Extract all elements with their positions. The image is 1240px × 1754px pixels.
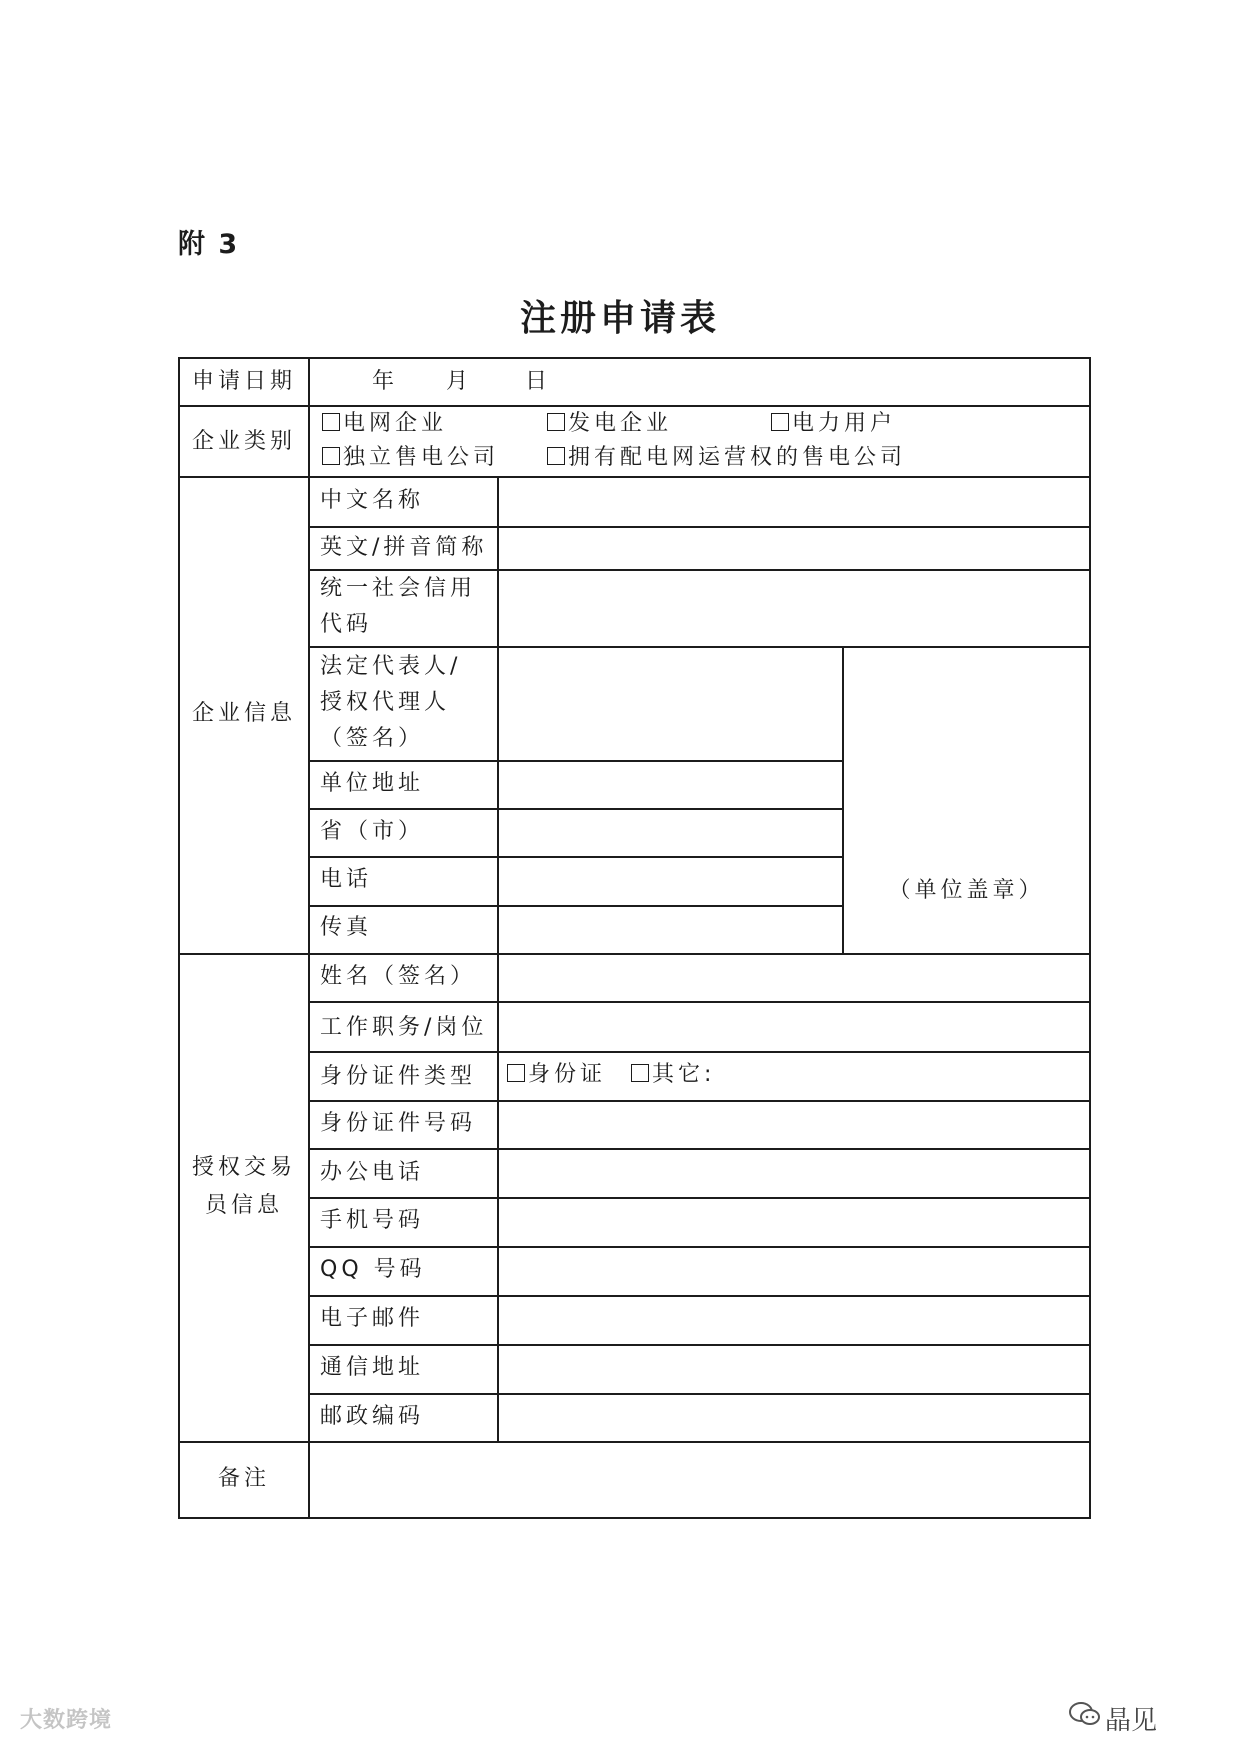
checkbox-icon [322,413,340,431]
english-abbr-label: 英文/拼音简称 [320,535,488,560]
remarks-label: 备注 [217,1466,270,1491]
checkbox-grid-company[interactable]: 电网企业 [322,406,447,442]
checkbox-icon [771,413,789,431]
office-phone-label: 办公电话 [320,1160,425,1185]
trader-position-label: 工作职务/岗位 [320,1015,488,1040]
postal-code-label: 邮政编码 [320,1404,425,1429]
mobile-label: 手机号码 [320,1208,425,1233]
date-year-label: 年 [372,369,399,394]
id-type-label: 身份证件类型 [320,1064,477,1089]
category-label: 企业类别 [191,429,296,454]
date-day-label: 日 [525,369,552,394]
checkbox-icon [547,413,565,431]
checkbox-id-other[interactable]: 其它: [631,1057,715,1093]
checkbox-power-user[interactable]: 电力用户 [771,406,896,442]
checkbox-icon [631,1064,649,1082]
province-label: 省（市） [320,819,425,844]
watermark-right: 晶见 [1105,1706,1158,1736]
date-month-label: 月 [446,369,473,394]
mail-address-label: 通信地址 [320,1355,425,1380]
qq-label: QQ 号码 [320,1257,426,1282]
legal-rep-label-line3: （签名） [320,726,425,751]
checkbox-independent-seller[interactable]: 独立售电公司 [322,440,499,476]
checkbox-power-generation[interactable]: 发电企业 [547,406,672,442]
watermark-left: 大数跨境 [20,1708,113,1733]
form-title: 注册申请表 [519,297,720,339]
address-label: 单位地址 [320,771,425,796]
checkbox-icon [507,1064,525,1082]
company-seal-label: （单位盖章） [888,878,1045,903]
date-label: 申请日期 [191,369,296,394]
trader-name-label: 姓名（签名） [320,964,477,989]
checkbox-distribution-seller[interactable]: 拥有配电网运营权的售电公司 [547,440,906,476]
email-label: 电子邮件 [320,1306,425,1331]
id-number-label: 身份证件号码 [320,1111,477,1136]
chinese-name-label: 中文名称 [320,488,425,513]
checkbox-icon [322,447,340,465]
legal-rep-label-line1: 法定代表人/ [320,654,462,679]
fax-label: 传真 [320,915,373,940]
checkbox-id-card[interactable]: 身份证 [507,1057,606,1093]
attachment-number: 附 3 [178,229,240,260]
chat-bubble-icon [1068,1700,1102,1728]
phone-label: 电话 [320,867,373,892]
trader-info-section-label-line1: 授权交易 [191,1155,296,1180]
legal-rep-label-line2: 授权代理人 [320,690,451,715]
checkbox-icon [547,447,565,465]
credit-code-label-line1: 统一社会信用 [320,576,477,601]
trader-info-section-label-line2: 员信息 [204,1193,283,1218]
company-info-section-label: 企业信息 [191,701,296,726]
credit-code-label-line2: 代码 [320,612,373,637]
